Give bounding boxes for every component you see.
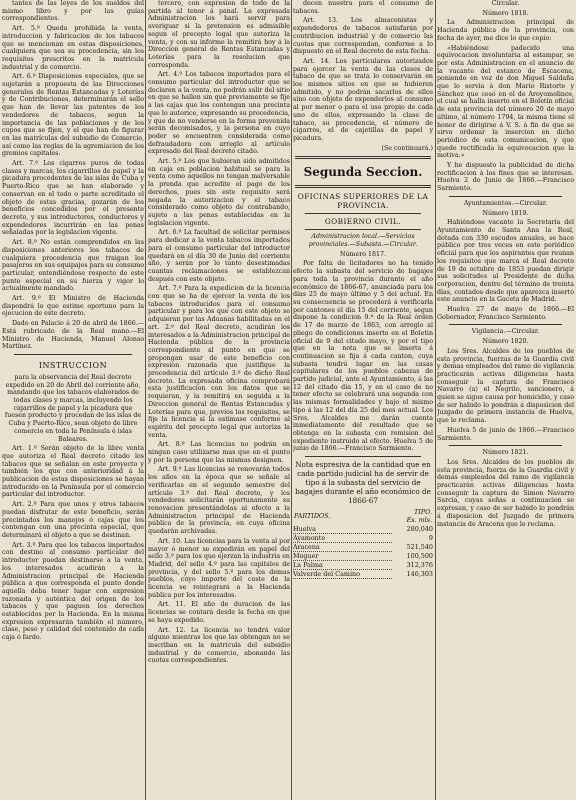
section-rule (305, 213, 421, 214)
column-4 (437, 0, 574, 800)
paragraph: Dado en Palacio á 20 de abril de 1866.—Está rubricado de la Real mano.—El Ministro de Hacienda, Manuel Alonso Martínez. (2, 320, 144, 351)
paragraph: Art. 5.º Los que hubieran sido admitidos en caja en poblacion habitual se para la venta como aquellos no tengan malversable la prenda que acredite el pago de los derechos, pues sin este requisito será negada la autorizacion y el tabaco considerado como objeto de contrabando, sujeto a las penas establecidas en la legislacion vigente. (148, 158, 290, 227)
paragraph: Art. 2.º Para que unos y otros tabacos puedan disfrutar de este beneficio, serán precintados los manojos ó cajas que los contengan con una precinta especial, que determinará el objeto a que se destinan. (2, 501, 144, 539)
centered-line: Número 1821. (482, 449, 529, 457)
section-rule (449, 324, 562, 325)
partido-tipo: 312,376 (406, 561, 433, 570)
centered-line: Vigilancia.—Circular. (471, 328, 540, 336)
column-1 (2, 0, 144, 800)
section-rule (305, 456, 421, 457)
section-rule (305, 229, 421, 230)
paragraph: Art. 3.º Para que los tabacos importados con destino al consumo particular del introductor puedan destinarse a la venta, los interesados acudirán a la Administracion principal de Hacienda pública a que corresponda el punto donde aquella deba tener lugar con expresion razonada y auténtica del origen de los tabacos y que paguen los derechos establecidos por la Hacienda. En la misma expresion expresarán también el número, clase, peso y calidad del contenido de cada caja ó fardo. (2, 541, 144, 642)
centered-line: Número 1820. (482, 338, 529, 346)
paragraph: Art. 1.º Serán objeto de la libre venta que autoriza el Real decreto citado los tabacos que se señalan en este proyecto y también los que con anterioridad á la publicacion de estas disposiciones se hayan introducido en la Península por el comercio particular del introductor. (2, 445, 144, 499)
double-rule (295, 185, 431, 188)
partido-name: Ayamonte (293, 534, 392, 543)
paragraph: tantes de las leyes de los sueldos del mismo libro y por las guías correspondientes. (2, 0, 144, 23)
paragraph: Art. 14. Los particulares autorizados para ejercer la venta de las clases de tabaco de que se trata lo conservarán en los mismos sitios en que se hubieren admitido, y no podrán sacarlos de ellos sino con objeto de expenderlos al consumo al por menor o para el uso propio de cada uno de ellos, expresando la clase de tabaco, su procedencia, el número de cigarros, el de cajetillas de papel y picadura. (293, 57, 433, 142)
centered-line: Ayuntamientos.—Circular. (463, 199, 548, 207)
table-header-partidos: PARTIDOS. (294, 512, 331, 521)
paragraph: Art. 6.º La facultad de solicitar permisos para dedicar a la venta tabacos importados para el consumo particular del introductor quedará en el día 30 de Junio del corriente año, y serán por lo tanto desestimadas cuantas reclamaciones se establezcan después con este objeto. (148, 229, 290, 283)
paragraph: decen nuestra para el consumo de tabacos. (293, 0, 433, 15)
paragraph: Art. 8.º Las licencias no podrán en ningun caso utilizarse mas que en el punto y por la persona que las mismas designen. (148, 441, 290, 464)
paragraph: Art. 13. Los almacenistas y expendedores de tabacos satisfarán por contribucion industrial y de comercio las cuotas que correspondan, conforme a lo dispuesto en el Real decreto de esta fecha. (293, 17, 433, 56)
centered-line: Número 1817. (339, 250, 387, 258)
table-row (293, 525, 433, 534)
paragraph: Los Sres. Alcaldes de los pueblos de esta provincia, fuerza de la Guardia civil y demas empleados del ramo de vigilancia practicarán activas diligencias hasta conseguir la captura de Simon Navarro Sarcia, cuyas señas a continuacion se expresan, y caso de ser habido lo pondrán á disposicion del Juzgado de primera instancia de Aracena que le reclama. (437, 458, 574, 528)
centered-line: para la observancia del Real decreto expedido en 20 de Abril del corriente año, mandando que los tabacos elaborados de todas clases y marcas, incluyendo los cigarrillos de papel y la picadura que fuesen producto y procedan de las islas de Cuba y Puerto-Rico, sean objeto de libre comercio en toda la Península é islas Baleares. (4, 373, 142, 443)
column-divider (435, 0, 436, 800)
paragraph: Huelva 5 de junio de 1866.—Francisco Sarmiento. (437, 426, 574, 442)
office-heading: GOBIERNO CIVIL. (324, 217, 402, 227)
partido-tipo: 100,500 (406, 552, 433, 561)
section-title: Segunda Seccion. (303, 165, 423, 180)
paragraph: Huelva 27 de mayo de 1866.—El Gobernador, Francisco Sarmiento. (437, 306, 574, 321)
tipo-label: TIPO. (414, 508, 432, 517)
section-rule (449, 196, 562, 197)
paragraph: Habiéndose vacante la Secretaría del Ayuntamiento de Santa Ana la Real, dotada con 330 escudos anuales, se hace público por tres veces en este periódico oficial para que los aspirantes que reunan los requisitos que marca el Real decreto de 19 de octubre de 1853 puedan dirigir sus solicitudes al Presidente de dicha corporacion, dentro del término de treinta días, contados desde que aparezca inserto este anuncio en la Gaceta de Madrid. (437, 219, 574, 304)
table-row (293, 561, 433, 570)
column-2 (148, 0, 290, 800)
centered-line: Número 1818. (482, 9, 529, 17)
paragraph: Y he dispuesto la publicidad de dicha rectificacion á los fines que se interesan. Huelva 2 de Junio de 1866.—Francisco Sarmiento. (437, 162, 574, 193)
paragraph: Art. 12. La licencia no tendrá valor alguno mientras los que las obtengan no se inscriban en la matrícula del subsidio industrial y de comercio, abonando las cuotas correspondientes. (148, 626, 290, 665)
table-row (293, 543, 433, 552)
column-3 (293, 0, 433, 800)
paragraph: Los Sres. Alcaldes de los pueblos de esta provincia, fuerzas de la Guardia civil y demas empleados del ramo de vigilancia practicarán activas diligencias hasta conseguir la captura de Francisco Navarro (a) el Negrito, sancionero, á quien se sigue causa por homicidio, y caso de ser habido lo pondrán á disposicion del Juzgado de primera instancia de Huelva, que le reclama. (437, 347, 574, 425)
table-row (293, 534, 433, 543)
notice-subtitle: Administracion local.—Servicios provinciales.—Subasta.—Circular. (308, 233, 418, 249)
column-divider (291, 0, 292, 800)
bagajes-table (293, 507, 433, 579)
continuation-note: (Se continuará.) (381, 144, 433, 152)
partido-tipo: 146,303 (406, 570, 433, 579)
partido-tipo: 280,040 (406, 525, 433, 534)
centered-line: Número 1819. (482, 209, 529, 217)
paragraph: Art. 6.º Disposiciones especiales, que se sujetarán a propuesta de las Direcciones generales de Rentas Estancadas y Loterías y de Contribuciones, determinarán el sello que han de llevar las patentes de los vendedores de tabacos, segun la importancia de las poblaciones y de los cupos que se fijen, y el que han de figurar en las matrículas del subsidio de Comercio, así como las reglas de la agremiacion de los gremios capitales. (2, 73, 144, 158)
centered-line: Circular. (491, 0, 520, 7)
paragraph: Art. 8.º No están comprendidos en las disposiciones anteriores los tabacos de cualquiera procedencia que traigan los pasajeros en sus equipajes para su consumo particular, entendiéndose respecto de este punto especial en su fuerza y vigor lo actualmente mandado. (2, 239, 144, 293)
paragraph: Art. 4.º Los tabacos importados para el consumo particular del introductor que se declaren a la venta, no podrán salir del sitio en que se hallen sin que previamente se fije a las cajas que los contengan una precinta que lo autorice, expresando su procedencia, y que de no venderse en la forma prevenida serán decomisados, y la persona en cuyo poder se encuentren considerada como defraudadora con arreglo al artículo expresado del Real decreto citado. (148, 71, 290, 156)
partido-tipo: 9 (428, 534, 433, 543)
paragraph: Art. 9.º Las licencias se renovarán todos los años en la época que se señale al verificarlas en el segundo semestre del artículo 3.º del Real decreto, y los vendedores solicitarán oportunamente su renovacion presentándolas al efecto a la Administracion principal de Hacienda pública de la provincia, en cuya oficina quedarán archivadas. (148, 466, 290, 536)
partido-name: Valverde del Camino (293, 570, 392, 579)
partido-name: Aracena (293, 543, 392, 552)
table-caption: Nota espresiva de la cantidad que en cada partido judicial ha de servir de tipo á la subasta del servicio de bagajes durante el año económico de 1866-67 (295, 460, 431, 506)
paragraph: Art. 7.º Los cigarros puros de todas clases y marcas, los cigarrillos de papel y la picadura procedentes de las islas de Cuba y Puerto-Rico que se han elaborado y conservan en el todo o parte acreditado el objeto de estas gracias, gozarán de los beneficios concedidos por el presente decreto, y sus introductores, conductores y expendedores incurrirán en las penas señaladas por la legislacion vigente. (2, 160, 144, 237)
unit-label: Es. mls. (406, 516, 432, 525)
table-row (293, 570, 433, 579)
paragraph: Art. 9.º El Ministro de Hacienda dispondrá lo que estime oportuno para la ejecucion de este decreto. (2, 295, 144, 318)
paragraph: Por falta de licitadores no ha tenido efecto la subasta del servicio de bagajes para toda la provincia durante el año económico de 1866-67, anunciada para los días 25 de mayo último y 5 del actual. En su consecuencia se procederá á verificarla por cantones el día 15 del corriente, segun dispone la condicion 9.ª de la Real órden de 17 de marzo de 1863, con arreglo al pliego de condiciones inserto en el Boletin oficial de 9 del citado mayo, y por el tipo que en la nota que se inserta á continuacion se fija á cada canton, cuya subasta tendrá lugar en las casas capitulares de los pueblos cabezas de partido judicial, ante el Ayuntamiento, á las 12 del citado día 15, y en el caso de no tener efecto se celebrará una segunda con las mismas formalidades y bajo el mismo tipo á las 12 del día 25 del mes actual. Los Sres. Alcaldes me darán cuenta inmediatamente del resultado que se obtenga en la subasta con remision del expediente instruido al efecto. Huelva 5 de junio de 1866.—Francisco Sarmiento. (293, 260, 433, 453)
paragraph: Art. 5.º Queda prohibida la venta, introduccion y fabricacion de los tabacos que se mencionan en estas disposiciones, cualquiera que sea su procedencia, sin los requisitos prescritos en la matrícula industrial y de comercio. (2, 25, 144, 71)
section-rule (14, 354, 132, 355)
section-rule (449, 445, 562, 446)
paragraph: Art. 7.º Para la expedicion de la licencia con que se ha de ejercer la venta de los tabacos introducidos para el consumo particular y para los que con este objeto se adquieran por las Aduanas habilitadas en el art. 2.º del Real decreto, acudirán los interesados a la Administracion principal de Hacienda pública de la provincia correspondiente al punto en que se propongan usar de este beneficio con expresion razonada que justifique la procedencia del artículo 3.º de dicho Real decreto. La expresada oficina comprobará esta justificacion con los datos que se requieran, y la remitirá en seguida a la Direccion general de Rentas Estancadas y Loterías para que, previos los requisitos, se fije la licencia si la estimase conforme al espíritu del precepto legal que autoriza la venta. (148, 285, 290, 439)
table-header-tipo (392, 507, 433, 525)
partido-name: Moguer (293, 552, 392, 561)
paragraph: «Habiéndose padecido una equivocacion involuntaria al estampar, se por esta Administracion en el anuncio de la vacante del estanco de Escacena, poniendo en vez de don Miguel Saldaña que lo servia á don Mario Ristorte y Sánchez que cesó en el de Aroyomolinos, el cual se halla inserto en el Boletín oficial de esta provincia del número 20 de mayo último, al número 1794, la misma tiene el honor de dirigirse á V. S. á fin de que se sirva ordenar la insercion en dicho periódico de esta comunicacion, y que quede rectificada la equivocacion que la motiva.» (437, 44, 574, 160)
paragraph: Art. 11. El año de duracion de las licencias se contará desde la fecha en que se haya expedido. (148, 601, 290, 624)
partido-name: Huelva (293, 525, 392, 534)
paragraph: Art. 10. Las licencias para la venta al por mayor ó menor se expedirán en papel del sello 3.º para los que ejerzan la industria en Madrid, del sello 4.º para las capitales de provincia, y del sello 5.º para los demas pueblos, cuyo importe del coste de la licencia se reintegrará a la Hacienda pública por los interesados. (148, 537, 290, 599)
table-row (293, 552, 433, 561)
section-heading: INSTRUCCION (38, 360, 108, 370)
column-divider (145, 0, 146, 800)
office-heading: OFICINAS SUPERIORES DE LA PROVINCIA. (297, 192, 429, 211)
partido-name: La Palma (293, 561, 392, 570)
paragraph: tercero, con expresion de todo de la partida al tenor á panal. La expresada Administracion los hará servir para averiguar si la pretension es admisible segun el precepto legal que autoriza la venta, y con su informe la remitirá hoy á la Direccion general de Rentas Estancadas y Loterías para la resolucion que corresponda. (148, 0, 290, 69)
paragraph: La Administracion principal de Hacienda pública de la provincia, con fecha de ayer, me dice lo que copio: (437, 19, 574, 42)
partido-tipo: 521,540 (406, 543, 433, 552)
double-rule (295, 156, 431, 159)
